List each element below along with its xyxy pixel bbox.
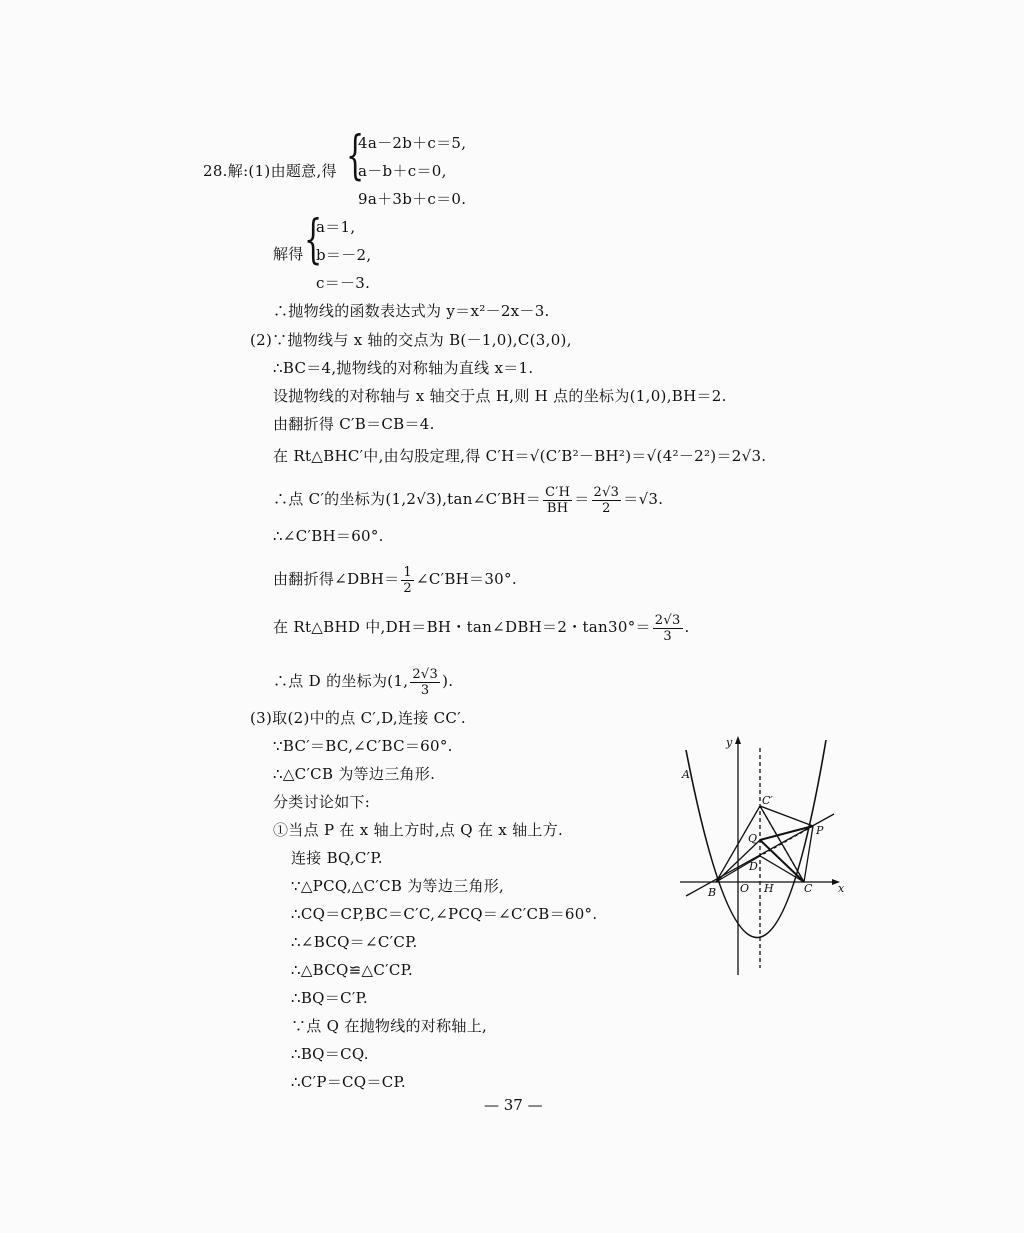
part3-line-5: ①当点 P 在 x 轴上方时,点 Q 在 x 轴上方. [273,821,564,839]
part3-line-12: ∵点 Q 在抛物线的对称轴上, [291,1017,488,1035]
part1-conclusion: ∴抛物线的函数表达式为 y＝x²－2x－3. [273,302,550,320]
label-x: x [838,882,845,895]
label-o: O [740,882,750,895]
part3-line-1: (3)取(2)中的点 C′,D,连接 CC′. [250,709,466,727]
solution-c: c＝－3. [316,274,371,292]
part2-line-6: ∴点 C′的坐标为(1,2√3),tan∠C′BH＝ $\frac{C'H}{BH}$ ＝ $\frac{2√3}{2}$ ＝√3. [273,484,664,516]
solve-label: 解得 [273,245,304,263]
system-brace: { [346,126,365,186]
y-axis-arrow [735,736,741,744]
part2-line-1: (2)∵抛物线与 x 轴的交点为 B(－1,0),C(3,0), [250,331,572,349]
page-number: — 37 — [484,1096,543,1114]
label-a: A [682,768,690,781]
part3-line-14: ∴C′P＝CQ＝CP. [291,1073,406,1091]
segment-c-prime-c-dashed [760,806,804,882]
d-coord-fraction: $\frac{2√3}{3}$ [412,666,439,698]
part3-line-7: ∵△PCQ,△C′CB 为等边三角形, [291,877,505,895]
dh-fraction: $\frac{2√3}{3}$ [654,612,681,644]
equation-2: a－b＋c＝0, [358,162,447,180]
part3-line-2: ∵BC′＝BC,∠C′BC＝60°. [273,737,453,755]
equation-3: 9a＋3b＋c＝0. [358,190,467,208]
solution-a: a＝1, [316,218,356,236]
part2-line-8: 由翻折得∠DBH＝ $\frac{1}{2}$ ∠C′BH＝30°. [273,564,517,596]
label-p: P [816,824,824,837]
label-h: H [764,882,774,895]
part2-line-7: ∴∠C′BH＝60°. [273,527,384,545]
part3-line-13: ∴BQ＝CQ. [291,1045,369,1063]
part2-line-9: 在 Rt△BHD 中,DH＝BH・tan∠DBH＝2・tan30°＝ $\frac{2√3}{3}$ . [273,612,690,644]
part2-line-5: 在 Rt△BHC′中,由勾股定理,得 C′H＝√(C′B²－BH²)＝√(4²－2²)＝2√3. [273,447,767,465]
part3-line-6: 连接 BQ,C′P. [291,849,383,867]
segment-pc [804,826,813,882]
segment-c-prime-p [760,806,813,826]
segment-qp [760,826,813,840]
part3-line-10: ∴△BCQ≌△C′CP. [291,961,414,979]
parabola-figure [672,730,852,980]
part2-line-4: 由翻折得 C′B＝CB＝4. [273,415,435,433]
problem-number: 28.解:(1)由题意,得 [203,162,337,180]
part3-line-9: ∴∠BCQ＝∠C′CP. [291,933,418,951]
part3-line-8: ∴CQ＝CP,BC＝C′C,∠PCQ＝∠C′CB＝60°. [291,905,598,923]
tan-fraction: $\frac{C'H}{BH}$ [545,484,571,516]
part3-line-3: ∴△C′CB 为等边三角形. [273,765,436,783]
segment-qc [760,840,804,882]
label-b: B [708,886,717,899]
value-fraction: $\frac{2√3}{2}$ [593,484,620,516]
part2-line-2: ∴BC＝4,抛物线的对称轴为直线 x＝1. [273,359,534,377]
label-q: Q [748,832,758,845]
label-y: y [726,736,733,749]
equation-1: 4a－2b＋c＝5, [358,134,467,152]
label-c-prime: C′ [762,794,773,807]
part2-line-10: ∴点 D 的坐标为(1, $\frac{2√3}{3}$ ). [273,666,454,698]
part3-line-4: 分类讨论如下: [273,793,371,811]
half-fraction: $\frac{1}{2}$ [403,564,412,596]
label-c: C [804,882,813,895]
label-d: D [749,860,758,873]
part2-line-3: 设抛物线的对称轴与 x 轴交于点 H,则 H 点的坐标为(1,0),BH＝2. [273,387,727,405]
solution-b: b＝－2, [316,246,372,264]
part3-line-11: ∴BQ＝C′P. [291,989,368,1007]
solution-brace: { [304,210,323,270]
